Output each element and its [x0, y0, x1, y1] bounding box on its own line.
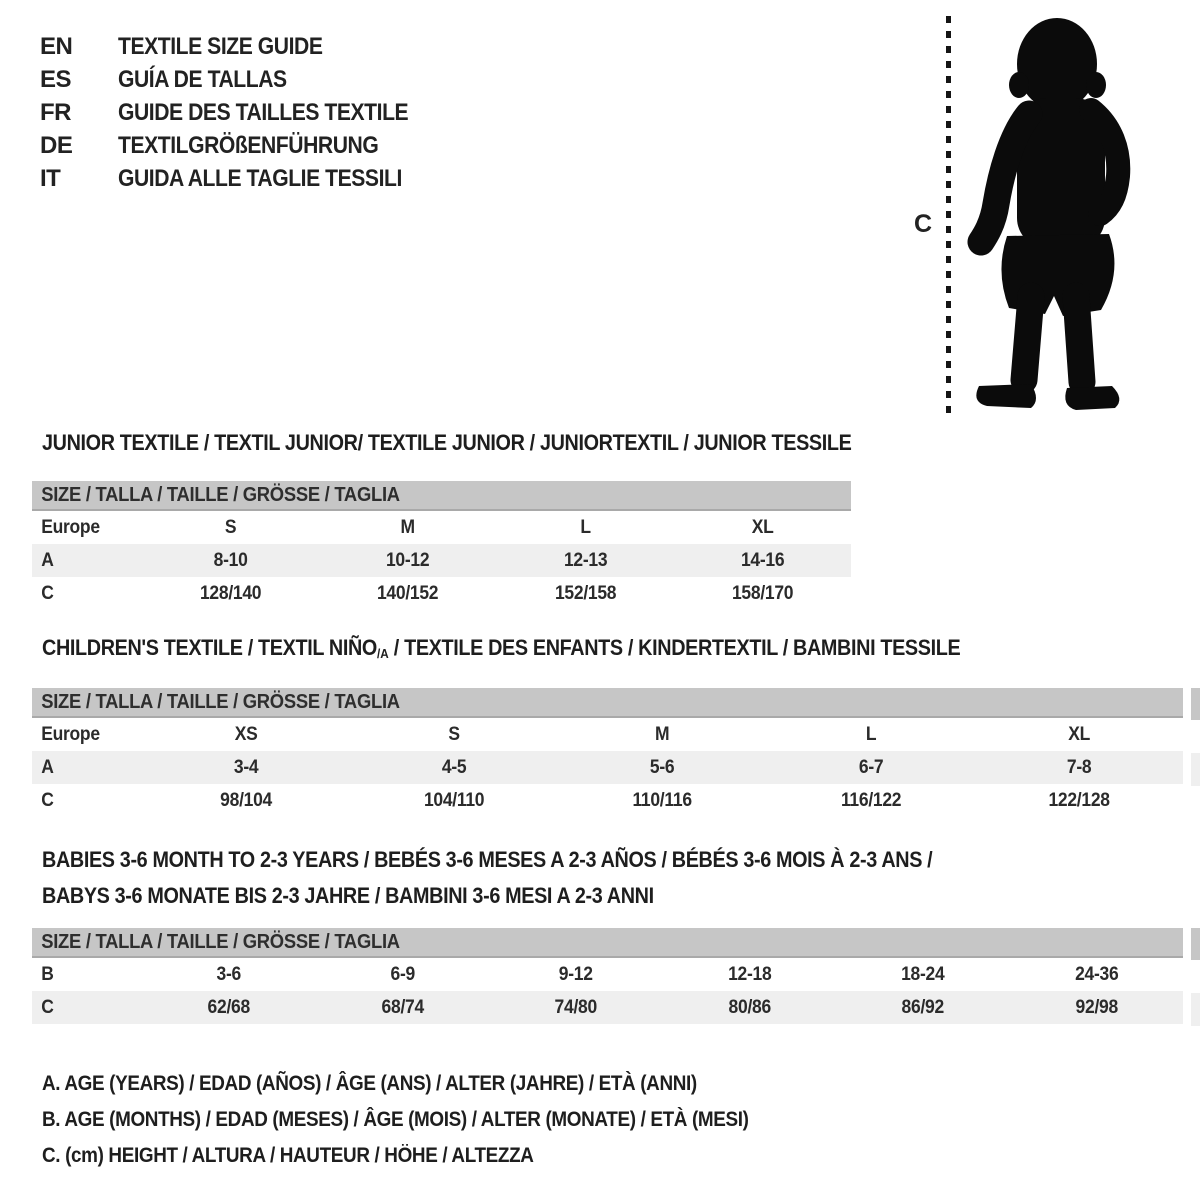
size-header-label: SIZE / TALLA / TAILLE / GRÖSSE / TAGLIA	[41, 690, 400, 713]
table-cell: XL	[751, 516, 774, 538]
table-edge-fragment	[1191, 753, 1200, 786]
guide-title-fr: GUIDE DES TAILLES TEXTILE	[118, 99, 409, 126]
section-heading-babies	[42, 842, 932, 914]
height-measure-dashed-line	[946, 16, 951, 414]
table-cell: 74/80	[554, 996, 597, 1018]
heading-text: / TEXTILE DES ENFANTS / KINDERTEXTIL / BAMBINI TESSILE	[388, 635, 961, 660]
table-cell: 24-36	[1074, 963, 1118, 985]
table-cell: 9-12	[558, 963, 593, 985]
table-cell: 8-10	[213, 549, 248, 571]
language-code: IT	[40, 165, 61, 192]
footnote-legend	[42, 1066, 827, 1174]
babies-size-table	[32, 928, 1183, 1024]
table-cell: 116/122	[840, 789, 901, 811]
table-edge-fragment	[1191, 993, 1200, 1026]
row-label: A	[41, 756, 54, 778]
table-cell: 18-24	[901, 963, 945, 985]
table-cell: M	[655, 723, 670, 745]
table-row-age	[32, 544, 851, 577]
table-cell: 6-9	[390, 963, 415, 985]
section-heading-junior: JUNIOR TEXTILE / TEXTIL JUNIOR/ TEXTILE JUNIOR / JUNIORTEXTIL / JUNIOR TESSILE	[42, 430, 852, 455]
table-cell: 14-16	[740, 549, 785, 571]
language-code: EN	[40, 33, 73, 60]
table-cell: 128/140	[199, 582, 262, 604]
size-header-bar	[32, 688, 1183, 718]
table-row-europe	[32, 511, 851, 544]
language-code: FR	[40, 99, 71, 126]
table-cell: S	[224, 516, 237, 538]
row-label: Europe	[41, 723, 100, 745]
row-label: Europe	[41, 516, 100, 538]
table-cell: 5-6	[650, 756, 675, 778]
table-cell: 68/74	[381, 996, 424, 1018]
language-row-es	[40, 63, 448, 96]
table-row-height	[32, 991, 1183, 1024]
row-label: C	[41, 789, 54, 811]
language-title-list	[40, 30, 448, 195]
table-cell: 3-4	[233, 756, 259, 778]
table-cell: 10-12	[386, 549, 430, 571]
guide-title-en: TEXTILE SIZE GUIDE	[118, 33, 323, 60]
language-code: ES	[40, 66, 72, 93]
table-cell: 158/170	[731, 582, 794, 604]
guide-title-it: GUIDA ALLE TAGLIE TESSILI	[118, 165, 402, 192]
section-heading-children	[42, 636, 960, 666]
size-header-bar	[32, 481, 851, 511]
table-cell: 7-8	[1066, 756, 1092, 778]
guide-title-es: GUÍA DE TALLAS	[118, 66, 287, 93]
language-code: DE	[40, 132, 73, 159]
language-row-de	[40, 129, 448, 162]
table-row-europe	[32, 718, 1183, 751]
table-cell: 122/128	[1048, 789, 1110, 811]
heading-text: CHILDREN'S TEXTILE / TEXTIL NIÑO	[42, 635, 377, 660]
footnote-age-months: B. AGE (MONTHS) / EDAD (MESES) / ÂGE (MOIS) / ALTER (MONATE) / ETÀ (MESI)	[42, 1108, 749, 1131]
guide-title-de: TEXTILGRÖßENFÜHRUNG	[118, 132, 379, 159]
children-size-table	[32, 688, 1183, 817]
table-cell: 62/68	[207, 996, 250, 1018]
heading-line-2: BABYS 3-6 MONATE BIS 2-3 JAHRE / BAMBINI 3-6 MESI A 2-3 ANNI	[42, 883, 654, 908]
toddler-silhouette-icon	[955, 14, 1140, 419]
junior-size-table	[32, 481, 851, 610]
table-cell: 110/116	[632, 789, 693, 811]
table-row-age	[32, 751, 1183, 784]
table-row-height	[32, 784, 1183, 817]
table-cell: L	[865, 723, 876, 745]
size-header-label: SIZE / TALLA / TAILLE / GRÖSSE / TAGLIA	[41, 930, 400, 953]
table-row-height	[32, 577, 851, 610]
table-cell: 12-13	[563, 549, 607, 571]
table-row-age-months	[32, 958, 1183, 991]
size-header-label: SIZE / TALLA / TAILLE / GRÖSSE / TAGLIA	[41, 483, 400, 506]
heading-subscript: /A	[376, 646, 389, 661]
table-edge-fragment	[1191, 928, 1200, 960]
table-cell: 4-5	[442, 756, 467, 778]
table-cell: 104/110	[424, 789, 485, 811]
language-row-it	[40, 162, 448, 195]
heading-line-1: BABIES 3-6 MONTH TO 2-3 YEARS / BEBÉS 3-6 MESES A 2-3 AÑOS / BÉBÉS 3-6 MOIS À 2-3 ANS /	[42, 847, 933, 872]
table-cell: XS	[234, 723, 258, 745]
table-cell: 6-7	[858, 756, 883, 778]
table-cell: 86/92	[901, 996, 944, 1018]
row-label: C	[41, 582, 54, 604]
row-label: C	[41, 996, 54, 1018]
table-cell: 3-6	[216, 963, 241, 985]
table-cell: S	[448, 723, 460, 745]
footnote-age-years: A. AGE (YEARS) / EDAD (AÑOS) / ÂGE (ANS) / ALTER (JAHRE) / ETÀ (ANNI)	[42, 1072, 697, 1095]
table-cell: M	[400, 516, 416, 538]
table-cell: 140/152	[377, 582, 439, 604]
table-cell: 152/158	[554, 582, 616, 604]
size-header-bar	[32, 928, 1183, 958]
row-label: A	[41, 549, 54, 571]
table-cell: 80/86	[728, 996, 771, 1018]
row-label: B	[41, 963, 54, 985]
table-cell: 98/104	[220, 789, 272, 811]
footnote-height-cm: C. (cm) HEIGHT / ALTURA / HAUTEUR / HÖHE / ALTEZZA	[42, 1144, 534, 1167]
table-cell: 12-18	[727, 963, 771, 985]
table-edge-fragment	[1191, 688, 1200, 720]
height-measure-label: C	[914, 210, 933, 238]
language-row-fr	[40, 96, 448, 129]
table-cell: L	[579, 516, 591, 538]
language-row-en	[40, 30, 448, 63]
table-cell: 92/98	[1075, 996, 1118, 1018]
table-cell: XL	[1067, 723, 1090, 745]
